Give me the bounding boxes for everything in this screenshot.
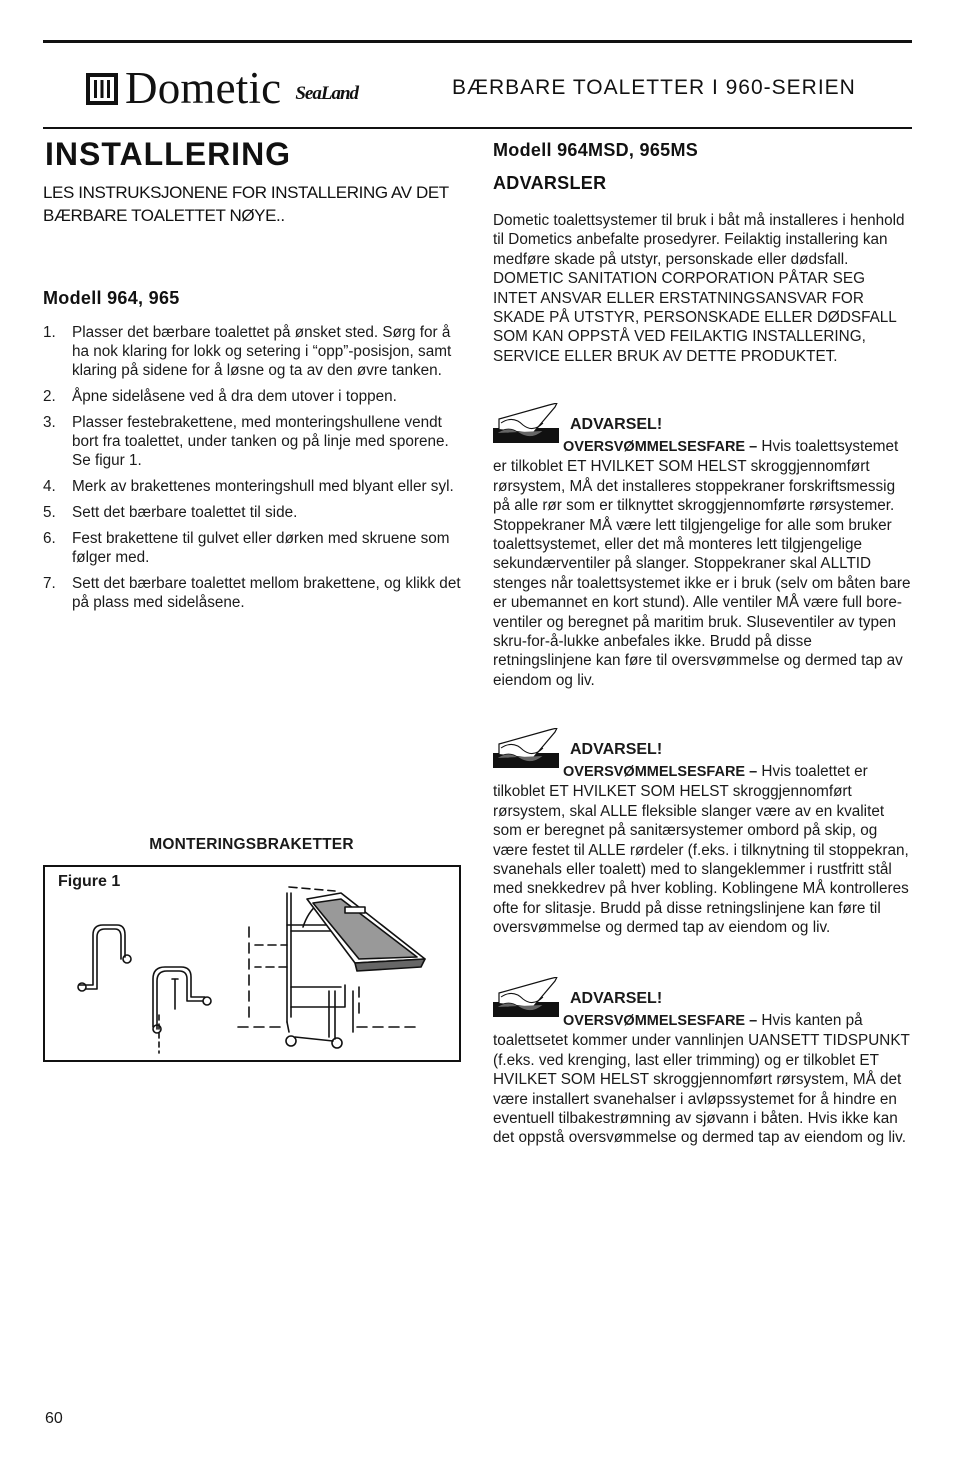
figure-caption: MONTERINGSBRAKETTER xyxy=(149,836,354,853)
bracket-right-icon xyxy=(153,967,205,1027)
warning-text: Hvis toalettet er tilkoblet ET HVILKET SOM HELST skroggjennomført rørsystem, skal ALLE fleksible slanger være av en kvalitet som er beregnet på sanitærsystemer ombord på skip, og være festet til ALLE rørdeler (f.eks. i tilknytning til stoppekran, svanehals eller toalett) med to slangeklemmer i rustfritt stål med snekkedrev på hver kobling. Koblingene MÅ kontrolleres ofte for slitasje. Brudd på disse retningslinjene kan føre til oversvømmelse og dermed tap av eiendom og liv. xyxy=(493,763,909,937)
page-title: INSTALLERING xyxy=(45,136,292,172)
step-text: Merk av brakettenes monteringshull med blyant eller syl. xyxy=(72,478,454,496)
hazard-label: OVERSVØMMELSESFARE – xyxy=(563,1013,758,1029)
list-item xyxy=(43,574,463,612)
bracket-left-icon xyxy=(79,925,125,985)
step-number: 4. xyxy=(43,478,56,496)
warning-title: ADVARSEL! xyxy=(570,741,663,758)
warning-text: Hvis kanten på toalettsetet kommer under vannlinjen UANSETT TIDSPUNKT (f.eks. ved krenging, last eller trimming) og er tilkoblet ET HVILKET SOM HELST skroggjennomført rørsystem, MÅ det være installert svanehalser i avløpssystemet for å hindre en eventuell tilbakestrømning av sjøvann i båten. Hvis ikke kan det oppstå oversvømmelse og dermed tap av eiendom og liv. xyxy=(493,1012,910,1147)
step-number: 6. xyxy=(43,529,56,547)
step-text: Plasser festebrakettene, med monteringshullene vendt bort fra toalettet, under tanken og på linje med sporene. Se figur 1. xyxy=(72,414,449,470)
figure-1 xyxy=(43,865,461,1062)
warnings-intro-text: Dometic toalettsystemer til bruk i båt må installeres i henhold til Dometics anbefalte prosedyrer. Feilaktig installering kan medføre skade på utstyr, personskade eller dødsfall. DOMETIC SANITATION CORPORATION PÅTAR SEG INTET ANSVAR ELLER ERSTATNINGSANSVAR FOR SKADE PÅ UTSTYR, PERSONSKADE ELLER DØDSFALL SOM KAN OPPSTÅ VED FEILAKTIG INSTALLERING, SERVICE ELLER BRUK AV DETTE PRODUKTET. xyxy=(493,212,905,365)
brand-name: Dometic xyxy=(125,63,282,113)
intro-text: LES INSTRUKSJONENE FOR INSTALLERING AV DET BÆRBARE TOALETTET NØYE.. xyxy=(43,183,449,225)
hazard-label: OVERSVØMMELSESFARE – xyxy=(563,764,758,780)
model-heading-964msd-965ms: Modell 964MSD, 965MS xyxy=(493,140,699,160)
installation-steps xyxy=(43,323,463,619)
sealand-logo: SeaLand xyxy=(295,82,359,104)
step-text: Sett det bærbare toalettet til side. xyxy=(72,504,298,521)
step-number: 7. xyxy=(43,574,56,592)
step-number: 1. xyxy=(43,324,56,341)
step-text: Fest brakettene til gulvet eller dørken med skruene som følger med. xyxy=(72,529,450,566)
warning-title: ADVARSEL! xyxy=(570,990,663,1007)
warning-title: ADVARSEL! xyxy=(570,416,663,433)
list-item xyxy=(43,477,463,496)
list-item xyxy=(43,387,463,406)
warnings-heading: ADVARSLER xyxy=(493,173,607,193)
step-text: Plasser det bærbare toalettet på ønsket sted. Sørg for å ha nok klaring for lokk og setering i “opp”-posisjon, samt klaring på sidene for å løsne og ta av den øvre tanken. xyxy=(72,324,452,380)
step-text: Sett det bærbare toalettet mellom brakettene, og klikk det på plass med sidelåsene. xyxy=(72,574,461,611)
mounting-bracket-illustration xyxy=(45,867,459,1060)
warning-body xyxy=(493,437,913,690)
list-item xyxy=(43,413,463,471)
figure-label: Figure 1 xyxy=(58,873,121,890)
series-title: BÆRBARE TOALETTER I 960-SERIEN xyxy=(452,76,856,99)
top-rule xyxy=(43,40,912,43)
list-item xyxy=(43,503,463,522)
model-heading-964-965: Modell 964, 965 xyxy=(43,288,180,308)
header-rule xyxy=(43,127,912,129)
page-number: 60 xyxy=(45,1410,63,1427)
warning-body xyxy=(493,762,913,938)
list-item xyxy=(43,529,463,567)
warning-text: Hvis toalettsystemet er tilkoblet ET HVILKET SOM HELST skroggjennomført rørsystem, MÅ det installeres stoppekraner forskriftsmessig på alle rør som er tilknyttet skroggjennomførte rørsystemer. Stoppekraner MÅ være lett tilgjengelige for alle som bruker toalettsystemet, eller det må monteres lett tilgjengelige sekundærventiler på slanger. Stoppekraner skal ALLTID stenges når toalettsystemet ikke er i bruk (selv om båten bare er ubemannet en kort stund). Alle ventiler MÅ være full bore-ventiler og beregnet på maritim bruk. Sluseventiler av typen skru-for-å-lukke anbefales ikke. Brudd på disse retningslinjene kan føre til oversvømmelse og dermed tap av eiendom og liv. xyxy=(493,438,911,689)
list-item xyxy=(43,323,463,381)
step-number: 3. xyxy=(43,414,56,431)
hazard-label: OVERSVØMMELSESFARE – xyxy=(563,439,758,455)
dometic-emblem-icon xyxy=(85,72,119,106)
warning-body xyxy=(493,1011,913,1148)
step-number: 5. xyxy=(43,504,56,521)
dometic-logo xyxy=(85,63,359,113)
step-text: Åpne sidelåsene ved å dra dem utover i toppen. xyxy=(72,388,397,406)
step-number: 2. xyxy=(43,388,56,406)
